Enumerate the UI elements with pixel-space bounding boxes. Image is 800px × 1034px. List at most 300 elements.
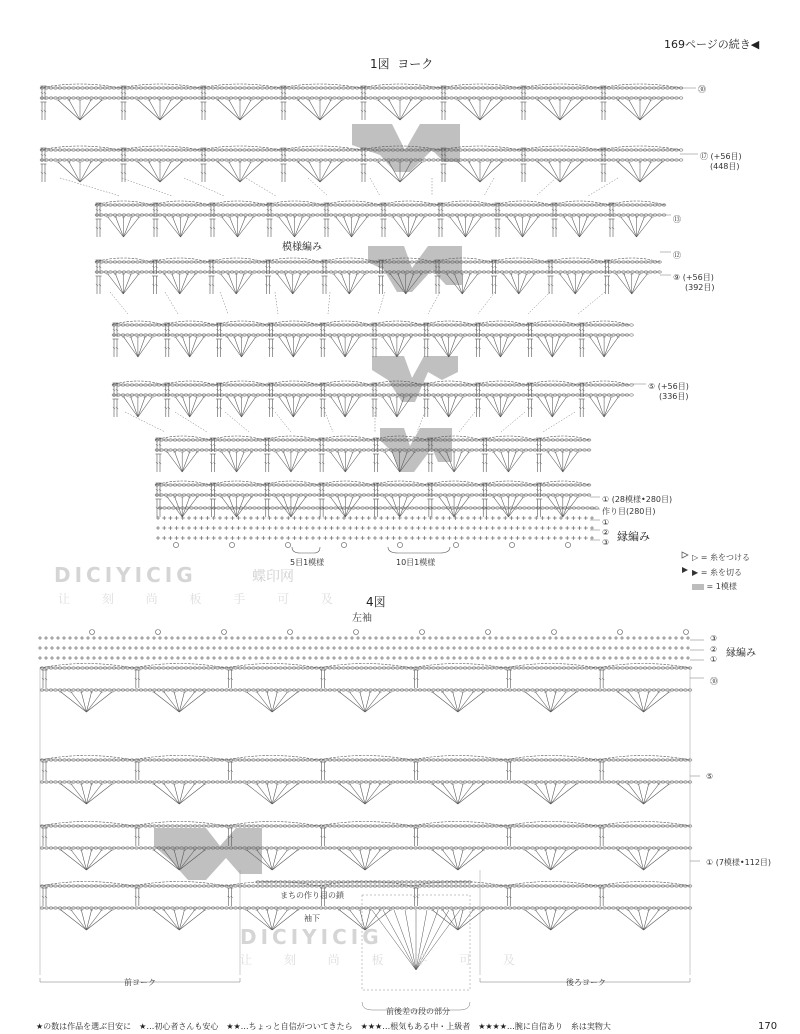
yoke-fan — [345, 452, 360, 472]
sleeve-picot — [420, 630, 425, 635]
yoke-fan — [298, 100, 320, 120]
yoke-connector — [370, 178, 380, 196]
sleeve-picot — [618, 630, 623, 635]
yoke-fan — [124, 397, 138, 417]
yoke-fan — [175, 397, 189, 417]
yoke-fan — [538, 100, 560, 120]
yoke-fan — [393, 217, 409, 237]
yoke-fan — [621, 217, 637, 237]
yoke-fan — [181, 217, 197, 237]
yoke-fan — [293, 337, 307, 357]
sleeve-picot — [288, 630, 293, 635]
yoke-fan — [629, 100, 640, 120]
yoke-fan — [115, 274, 123, 294]
yoke-connector — [60, 178, 120, 196]
yoke-fan — [295, 217, 303, 237]
yoke-fan — [138, 397, 152, 417]
page-continuation: 169ページの続き◀ — [664, 38, 760, 51]
yoke-fan — [69, 100, 80, 120]
yoke-fan — [552, 337, 566, 357]
yoke-fan — [236, 274, 244, 294]
yoke-connector — [536, 178, 556, 196]
yoke-fan — [383, 337, 397, 357]
yoke-fan — [640, 162, 651, 182]
yoke-fan — [234, 337, 241, 357]
yoke-fan — [160, 100, 171, 120]
yoke-fan — [486, 397, 500, 417]
yoke-fan — [293, 397, 300, 417]
picot-loop — [397, 542, 402, 547]
yoke-fan — [237, 452, 244, 472]
yoke-fan — [458, 100, 480, 120]
yoke-fan — [538, 397, 552, 417]
yoke-fan — [390, 397, 397, 417]
yoke-fan — [563, 452, 570, 472]
yoke-fan — [240, 100, 262, 120]
yoke-connector — [110, 292, 128, 314]
yoke-arch — [267, 321, 319, 325]
yoke-connector — [428, 292, 440, 314]
yoke-fan — [291, 452, 298, 472]
yoke-fan — [538, 337, 552, 357]
yoke-fan — [240, 162, 262, 182]
yoke-fan — [640, 162, 662, 182]
yoke-fan — [480, 162, 491, 182]
yoke-fan — [449, 397, 456, 417]
yoke-fan — [173, 217, 181, 237]
yoke-fan — [397, 337, 411, 357]
yoke-fan — [629, 217, 637, 237]
yoke-fan — [637, 217, 653, 237]
yoke-fan — [344, 217, 352, 237]
figure1-subtitle: ヨーク — [397, 57, 434, 71]
yoke-fan — [604, 337, 611, 357]
yoke-connector — [484, 178, 494, 196]
yoke-fan — [229, 100, 240, 120]
yoke-fan — [378, 100, 400, 120]
repeat-10-brace — [388, 547, 450, 553]
yoke-fan — [222, 452, 237, 472]
yoke-fan — [493, 397, 500, 417]
yoke-fan — [138, 162, 160, 182]
yoke-fan — [345, 337, 352, 357]
yoke-fan — [240, 162, 251, 182]
yoke-connector — [275, 412, 291, 432]
yoke-fan — [175, 337, 189, 357]
yoke-arch — [371, 321, 423, 325]
yoke-fan — [123, 274, 131, 294]
yoke-fan — [180, 274, 196, 294]
yoke-fan — [538, 162, 560, 182]
yoke-fan — [181, 217, 189, 237]
yoke-fan — [309, 100, 320, 120]
yoke-fan — [331, 337, 345, 357]
yoke-fan — [276, 452, 291, 472]
yoke-fan — [138, 337, 145, 357]
yoke-fan — [511, 274, 519, 294]
pattern-highlight-sleeve — [154, 828, 262, 880]
yoke-fan — [320, 100, 331, 120]
yoke-connector — [459, 412, 475, 432]
yoke-fan — [341, 274, 349, 294]
pattern-highlight-yoke-mid — [368, 246, 462, 292]
yoke-fan — [555, 452, 562, 472]
yoke-fan — [501, 337, 508, 357]
yoke-fan — [230, 217, 238, 237]
yoke-arch — [578, 321, 630, 325]
yoke-fan — [345, 397, 352, 417]
picot-loop — [341, 542, 346, 547]
yoke-fan — [165, 217, 181, 237]
yoke-fan — [501, 397, 515, 417]
yoke-fan — [508, 452, 515, 472]
yoke-fan — [229, 162, 240, 182]
yoke-fan — [277, 274, 293, 294]
yoke-fan — [519, 274, 527, 294]
yoke-fan — [160, 100, 182, 120]
yoke-fan — [291, 452, 306, 472]
yoke-fan — [283, 452, 290, 472]
yoke-fan — [172, 274, 180, 294]
yoke-fan — [552, 397, 559, 417]
picot-loop — [453, 542, 458, 547]
yoke-fan — [228, 274, 236, 294]
yoke-fan — [466, 217, 482, 237]
yoke-fan — [349, 274, 357, 294]
yoke-fan — [590, 337, 604, 357]
yoke-fan — [486, 337, 500, 357]
yoke-fan — [400, 100, 411, 120]
yoke-fan — [345, 337, 359, 357]
picot-loop — [173, 542, 178, 547]
yoke-fan — [501, 397, 508, 417]
yoke-fan — [237, 452, 252, 472]
yoke-fan — [279, 337, 293, 357]
yoke-fan — [320, 162, 331, 182]
yoke-fan — [640, 100, 651, 120]
yoke-fan — [389, 100, 400, 120]
yoke-fan — [167, 452, 182, 472]
yoke-connector — [528, 292, 550, 314]
yoke-fan — [240, 100, 251, 120]
yoke-fan — [480, 100, 491, 120]
yoke-fan — [227, 337, 241, 357]
yoke-fan — [164, 274, 180, 294]
yoke-fan — [640, 100, 662, 120]
picot-loop — [229, 542, 234, 547]
legend-attach-symbol — [682, 552, 688, 558]
yoke-fan — [80, 162, 102, 182]
sleeve-picot — [684, 630, 689, 635]
yoke-arch — [373, 481, 427, 485]
yoke-fan — [352, 217, 360, 237]
yoke-fan — [279, 217, 295, 237]
yoke-fan — [442, 337, 449, 357]
yoke-fan — [182, 452, 197, 472]
yoke-fan — [508, 452, 523, 472]
yoke-fan — [190, 337, 204, 357]
yoke-fan — [575, 274, 583, 294]
yoke-fan — [604, 397, 611, 417]
yoke-fan — [242, 397, 256, 417]
sleeve-picot — [156, 630, 161, 635]
yoke-fan — [190, 397, 204, 417]
yoke-arch — [267, 381, 319, 385]
yoke-fan — [242, 337, 256, 357]
yoke-fan — [549, 162, 560, 182]
yoke-fan — [190, 337, 197, 357]
yoke-connector — [308, 178, 328, 196]
yoke-connector — [246, 178, 276, 196]
yoke-fan — [338, 452, 345, 472]
yoke-fan — [320, 100, 342, 120]
sleeve-picot — [222, 630, 227, 635]
yoke-chain-row-chain — [630, 394, 634, 396]
yoke-fan — [397, 397, 404, 417]
yoke-fan — [116, 217, 124, 237]
yoke-arch — [427, 481, 481, 485]
yoke-fan — [545, 337, 552, 357]
yoke-fan — [449, 337, 456, 357]
yoke-fan — [560, 162, 571, 182]
sleeve-picot — [90, 630, 95, 635]
yoke-fan — [575, 274, 591, 294]
yoke-arch — [491, 258, 548, 262]
yoke-chain-row-chain — [630, 324, 634, 326]
yoke-fan — [390, 337, 397, 357]
yoke-fan — [480, 162, 502, 182]
yoke-fan — [80, 162, 91, 182]
yoke-fan — [501, 452, 508, 472]
yoke-fan — [149, 162, 160, 182]
yoke-fan — [560, 274, 576, 294]
yoke-fan — [493, 452, 508, 472]
yoke-arch — [475, 381, 527, 385]
yoke-arch — [164, 381, 216, 385]
yoke-arch — [547, 258, 604, 262]
yoke-fan — [409, 217, 425, 237]
yoke-fan — [401, 217, 409, 237]
yoke-fan — [336, 217, 352, 237]
yoke-fan — [449, 397, 463, 417]
yoke-fan — [124, 217, 140, 237]
yoke-fan — [183, 397, 190, 417]
yoke-fan — [293, 397, 307, 417]
yoke-fan — [286, 397, 293, 417]
yoke-fan — [567, 274, 575, 294]
yoke-arch — [164, 321, 216, 325]
yoke-fan — [160, 162, 182, 182]
yoke-fan — [458, 162, 480, 182]
yoke-fan — [229, 452, 236, 472]
yoke-fan — [580, 217, 596, 237]
yoke-fan — [383, 397, 397, 417]
yoke-fan — [503, 274, 519, 294]
yoke-fan — [604, 337, 618, 357]
yoke-fan — [190, 397, 197, 417]
yoke-connector — [501, 412, 525, 432]
yoke-fan — [442, 397, 449, 417]
yoke-fan — [218, 100, 240, 120]
yoke-fan — [449, 337, 463, 357]
yoke-fan — [183, 337, 190, 357]
yoke-fan — [131, 397, 138, 417]
yoke-fan — [560, 162, 582, 182]
yoke-fan — [466, 217, 474, 237]
yoke-fan — [131, 337, 138, 357]
yoke-connector — [578, 292, 605, 314]
yoke-fan — [138, 397, 145, 417]
legend-cut-symbol — [682, 567, 688, 573]
yoke-fan — [523, 217, 539, 237]
yoke-fan — [624, 274, 632, 294]
yoke-fan — [149, 100, 160, 120]
yoke-fan — [560, 100, 582, 120]
yoke-fan — [286, 337, 293, 357]
yoke-connector — [325, 412, 333, 432]
yoke-fan — [293, 274, 309, 294]
yoke-fan — [279, 397, 293, 417]
yoke-fan — [138, 100, 160, 120]
yoke-fan — [501, 337, 515, 357]
yoke-fan — [352, 217, 368, 237]
yoke-fan — [618, 162, 640, 182]
yoke-fan — [458, 217, 466, 237]
yoke-fan — [124, 217, 132, 237]
yoke-fan — [295, 217, 311, 237]
yoke-connector — [165, 292, 178, 314]
yoke-fan — [637, 217, 645, 237]
yoke-fan — [597, 337, 604, 357]
picot-loop — [509, 542, 514, 547]
yoke-fan — [69, 162, 80, 182]
yoke-connector — [225, 412, 249, 432]
yoke-fan — [549, 100, 560, 120]
yoke-arch — [265, 258, 322, 262]
yoke-fan — [287, 217, 295, 237]
yoke-arch — [200, 84, 280, 88]
yoke-fan — [632, 274, 640, 294]
yoke-fan — [572, 217, 580, 237]
yoke-fan — [330, 452, 345, 472]
yoke-connector — [478, 292, 495, 314]
yoke-connector — [125, 412, 165, 432]
yoke-connector — [184, 178, 224, 196]
yoke-fan — [400, 100, 422, 120]
yoke-connector — [588, 178, 618, 196]
yoke-fan — [338, 397, 345, 417]
yoke-fan — [616, 274, 632, 294]
yoke-fan — [507, 217, 523, 237]
figure1-number: 1図 — [370, 57, 390, 71]
yoke-fan — [309, 162, 320, 182]
yoke-fan — [221, 274, 237, 294]
yoke-fan — [462, 274, 478, 294]
yoke-fan — [345, 397, 359, 417]
yoke-fan — [242, 337, 249, 357]
yoke-fan — [338, 337, 345, 357]
yoke-fan — [218, 162, 240, 182]
yoke-fan — [545, 397, 552, 417]
yoke-fan — [285, 274, 293, 294]
yoke-fan — [349, 274, 365, 294]
sleeve-picot — [354, 630, 359, 635]
yoke-fan — [604, 397, 618, 417]
yoke-fan — [563, 452, 578, 472]
yoke-arch — [481, 436, 535, 440]
yoke-fan — [345, 452, 352, 472]
yoke-fan — [434, 397, 448, 417]
yoke-fan — [293, 274, 301, 294]
yoke-fan — [108, 217, 124, 237]
yoke-connector — [378, 292, 385, 314]
yoke-fan — [462, 274, 470, 294]
repeat-5-brace — [292, 547, 320, 553]
yoke-fan — [124, 337, 138, 357]
yoke-fan — [493, 337, 500, 357]
yoke-connector — [220, 292, 228, 314]
yoke-fan — [293, 337, 300, 357]
yoke-fan — [80, 100, 91, 120]
yoke-connector — [122, 178, 172, 196]
yoke-fan — [160, 162, 171, 182]
yoke-fan — [175, 452, 182, 472]
yoke-fan — [469, 100, 480, 120]
yoke-connector — [328, 292, 330, 314]
yoke-fan — [469, 162, 480, 182]
yoke-fan — [632, 274, 648, 294]
yoke-fan — [182, 452, 189, 472]
yoke-fan — [480, 100, 502, 120]
yoke-fan — [320, 162, 342, 182]
yoke-arch — [475, 321, 527, 325]
sleeve-picot — [552, 630, 557, 635]
picot-loop — [565, 542, 570, 547]
yoke-fan — [58, 162, 80, 182]
yoke-fan — [123, 274, 139, 294]
yoke-fan — [108, 274, 124, 294]
yoke-fan — [397, 337, 404, 357]
picot-loop — [285, 542, 290, 547]
yoke-fan — [180, 274, 188, 294]
yoke-fan — [238, 217, 246, 237]
yoke-fan — [238, 217, 254, 237]
yoke-connector — [275, 292, 278, 314]
yoke-arch — [481, 481, 535, 485]
yoke-fan — [450, 217, 466, 237]
yoke-fan — [434, 337, 448, 357]
yoke-fan — [58, 100, 80, 120]
yoke-fan — [454, 452, 469, 472]
yoke-fan — [454, 452, 461, 472]
yoke-fan — [580, 217, 588, 237]
yoke-fan — [618, 100, 640, 120]
yoke-fan — [560, 100, 571, 120]
yoke-fan — [80, 100, 102, 120]
yoke-fan — [331, 397, 345, 417]
yoke-chain-row-chain — [630, 334, 634, 336]
yoke-fan — [334, 274, 350, 294]
yoke-arch — [200, 146, 280, 150]
yoke-fan — [234, 397, 241, 417]
yoke-fan — [236, 274, 252, 294]
yoke-fan — [597, 397, 604, 417]
yoke-fan — [552, 337, 559, 357]
yoke-fan — [409, 217, 417, 237]
yoke-fan — [222, 217, 238, 237]
yoke-fan — [227, 397, 241, 417]
yoke-fan — [629, 162, 640, 182]
